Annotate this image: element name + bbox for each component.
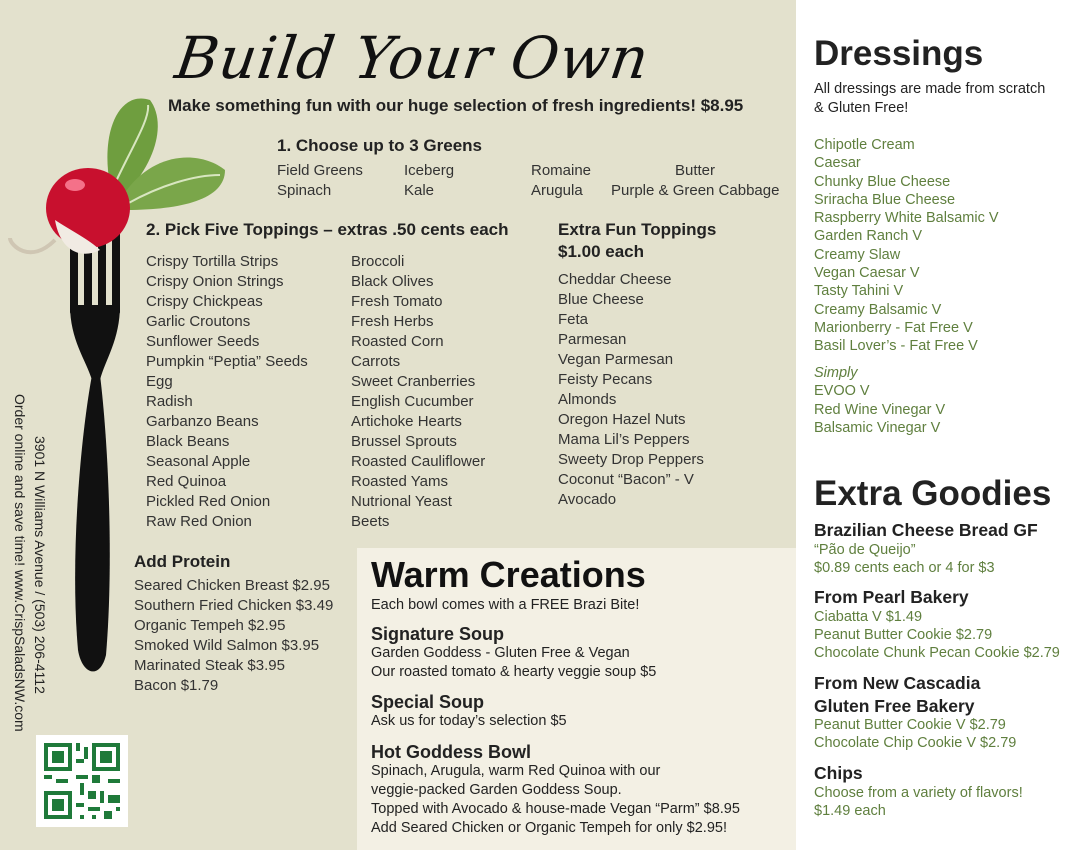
list-item: Almonds [558, 391, 617, 408]
dressings-description: & Gluten Free! [814, 100, 909, 116]
extra-fun-heading: Extra Fun Toppings [558, 220, 717, 239]
special-soup-heading: Special Soup [371, 692, 485, 712]
list-item: Pumpkin “Peptia” Seeds [146, 353, 308, 370]
pearl-bakery-heading: From Pearl Bakery [814, 587, 969, 607]
list-item: Nutrional Yeast [351, 493, 452, 510]
list-item: Sweety Drop Peppers [558, 451, 704, 468]
extra-fun-price: $1.00 each [558, 242, 645, 261]
green-item: Arugula [531, 182, 583, 199]
protein-heading: Add Protein [134, 552, 231, 571]
list-item: Roasted Yams [351, 473, 448, 490]
list-item: Chipotle Cream [814, 137, 915, 153]
brazilian-cheese-bread-heading: Brazilian Cheese Bread GF [814, 520, 1038, 540]
list-item: Marinated Steak $3.95 [134, 657, 285, 674]
green-item: Butter [675, 162, 716, 179]
list-item: Basil Lover’s - Fat Free V [814, 338, 978, 355]
list-item: Crispy Chickpeas [146, 293, 263, 310]
goodies-line: Peanut Butter Cookie $2.79 [814, 627, 993, 643]
list-item: Coconut “Bacon” - V [558, 471, 694, 488]
hot-goddess-bowl-line: veggie-packed Garden Goddess Soup. [371, 782, 622, 798]
address-text: 3901 N Williams Avenue / (503) 206-4112 [32, 436, 48, 694]
list-item: Avocado [558, 491, 617, 508]
goodies-line: Ciabatta V $1.49 [814, 609, 923, 625]
list-item: Feisty Pecans [558, 371, 653, 388]
list-item: Blue Cheese [558, 291, 644, 308]
goodies-line: Chocolate Chip Cookie V $2.79 [814, 735, 1017, 751]
hot-goddess-bowl-line: Spinach, Arugula, warm Red Quinoa with our [371, 763, 661, 779]
goodies-line: $1.49 each [814, 803, 886, 819]
list-item: Creamy Slaw [814, 246, 901, 263]
hot-goddess-bowl-heading: Hot Goddess Bowl [371, 742, 532, 762]
list-item: Carrots [351, 353, 401, 370]
list-item: Sriracha Blue Cheese [814, 191, 956, 208]
list-item: Balsamic Vinegar V [814, 419, 941, 436]
list-item: Crispy Onion Strings [146, 273, 284, 290]
signature-soup-line: Garden Goddess - Gluten Free & Vegan [371, 645, 630, 661]
goodies-line: “Pão de Queijo” [814, 542, 916, 558]
list-item: Pickled Red Onion [146, 493, 271, 510]
list-item: Cheddar Cheese [558, 271, 672, 288]
goodies-line: Peanut Butter Cookie V $2.79 [814, 717, 1006, 733]
hot-goddess-bowl-line: Topped with Avocado & house-made Vegan “Parm” $8.95 [371, 801, 740, 817]
green-item: Iceberg [404, 162, 455, 179]
list-item: Tasty Tahini V [814, 283, 904, 300]
page-subtitle: Make something fun with our huge selection of fresh ingredients! $8.95 [168, 96, 744, 115]
list-item: Sweet Cranberries [351, 373, 476, 390]
hot-goddess-bowl-line: Add Seared Chicken or Organic Tempeh for only $2.95! [371, 820, 727, 836]
list-item: Egg [146, 373, 173, 390]
list-item: Vegan Parmesan [558, 351, 674, 368]
list-item: Fresh Herbs [351, 313, 434, 330]
list-item: Organic Tempeh $2.95 [134, 617, 286, 634]
green-item: Romaine [531, 162, 592, 179]
chips-heading: Chips [814, 763, 863, 783]
list-item: Caesar [814, 155, 861, 172]
green-item: Field Greens [277, 162, 363, 179]
list-item: Broccoli [351, 253, 405, 270]
toppings-list-col2 [351, 252, 485, 532]
order-online-text: Order online and save time! www.CrispSaladsNW.com [12, 394, 28, 732]
list-item: Feta [558, 311, 589, 328]
list-item: Seared Chicken Breast $2.95 [134, 577, 330, 594]
list-item: Chunky Blue Cheese [814, 173, 951, 190]
list-item: Garden Ranch V [814, 228, 923, 245]
list-item: Brussel Sprouts [351, 433, 457, 450]
list-item: Artichoke Hearts [351, 413, 462, 430]
list-item: Crispy Tortilla Strips [146, 253, 279, 270]
green-item: Purple & Green Cabbage [611, 182, 780, 199]
new-cascadia-heading: Gluten Free Bakery [814, 696, 975, 716]
list-item: Beets [351, 513, 390, 530]
list-item: Vegan Caesar V [814, 265, 920, 282]
list-item: Parmesan [558, 331, 627, 348]
list-item: Mama Lil’s Peppers [558, 431, 690, 448]
list-item: Garlic Croutons [146, 313, 251, 330]
list-item: Southern Fried Chicken $3.49 [134, 597, 334, 614]
list-item: Raspberry White Balsamic V [814, 210, 999, 227]
list-item: Red Quinoa [146, 473, 227, 490]
list-item: Sunflower Seeds [146, 333, 260, 350]
list-item: Roasted Cauliflower [351, 453, 486, 470]
extra-fun-list [558, 270, 704, 510]
list-item: Smoked Wild Salmon $3.95 [134, 637, 320, 654]
list-item: Black Olives [351, 273, 434, 290]
list-item: Oregon Hazel Nuts [558, 411, 686, 428]
goodies-line: Choose from a variety of flavors! [814, 785, 1023, 801]
warm-intro: Each bowl comes with a FREE Brazi Bite! [371, 597, 640, 613]
list-item: Black Beans [146, 433, 230, 450]
simply-label: Simply [814, 365, 858, 381]
list-item: Marionberry - Fat Free V [814, 319, 973, 336]
extra-goodies-heading: Extra Goodies [814, 474, 1052, 513]
new-cascadia-heading: From New Cascadia [814, 673, 981, 693]
signature-soup-line: Our roasted tomato & hearty veggie soup $5 [371, 664, 657, 680]
list-item: Creamy Balsamic V [814, 301, 942, 318]
special-soup-line: Ask us for today’s selection $5 [371, 713, 567, 729]
protein-list [134, 576, 333, 696]
green-item: Kale [404, 182, 435, 199]
dressings-description: All dressings are made from scratch [814, 81, 1046, 97]
list-item: Radish [146, 393, 193, 410]
goodies-line: Chocolate Chunk Pecan Cookie $2.79 [814, 645, 1060, 661]
list-item: Garbanzo Beans [146, 413, 259, 430]
dressings-list [814, 136, 999, 356]
list-item: Roasted Corn [351, 333, 444, 350]
simply-list [814, 364, 945, 437]
dressings-heading: Dressings [814, 34, 984, 73]
green-item: Spinach [277, 182, 332, 199]
list-item: EVOO V [814, 383, 870, 400]
qr-code [36, 735, 128, 827]
warm-creations-title: Warm Creations [371, 554, 646, 595]
list-item: Bacon $1.79 [134, 677, 219, 694]
toppings-list-col1 [146, 252, 308, 532]
list-item: English Cucumber [351, 393, 474, 410]
list-item: Raw Red Onion [146, 513, 252, 530]
toppings-heading: 2. Pick Five Toppings – extras .50 cents each [146, 220, 509, 239]
list-item: Red Wine Vinegar V [814, 401, 946, 418]
list-item: Fresh Tomato [351, 293, 443, 310]
signature-soup-heading: Signature Soup [371, 624, 505, 644]
page-title: Build Your Own [171, 24, 654, 92]
goodies-line: $0.89 cents each or 4 for $3 [814, 560, 995, 576]
list-item: Seasonal Apple [146, 453, 251, 470]
greens-heading: 1. Choose up to 3 Greens [277, 136, 482, 155]
